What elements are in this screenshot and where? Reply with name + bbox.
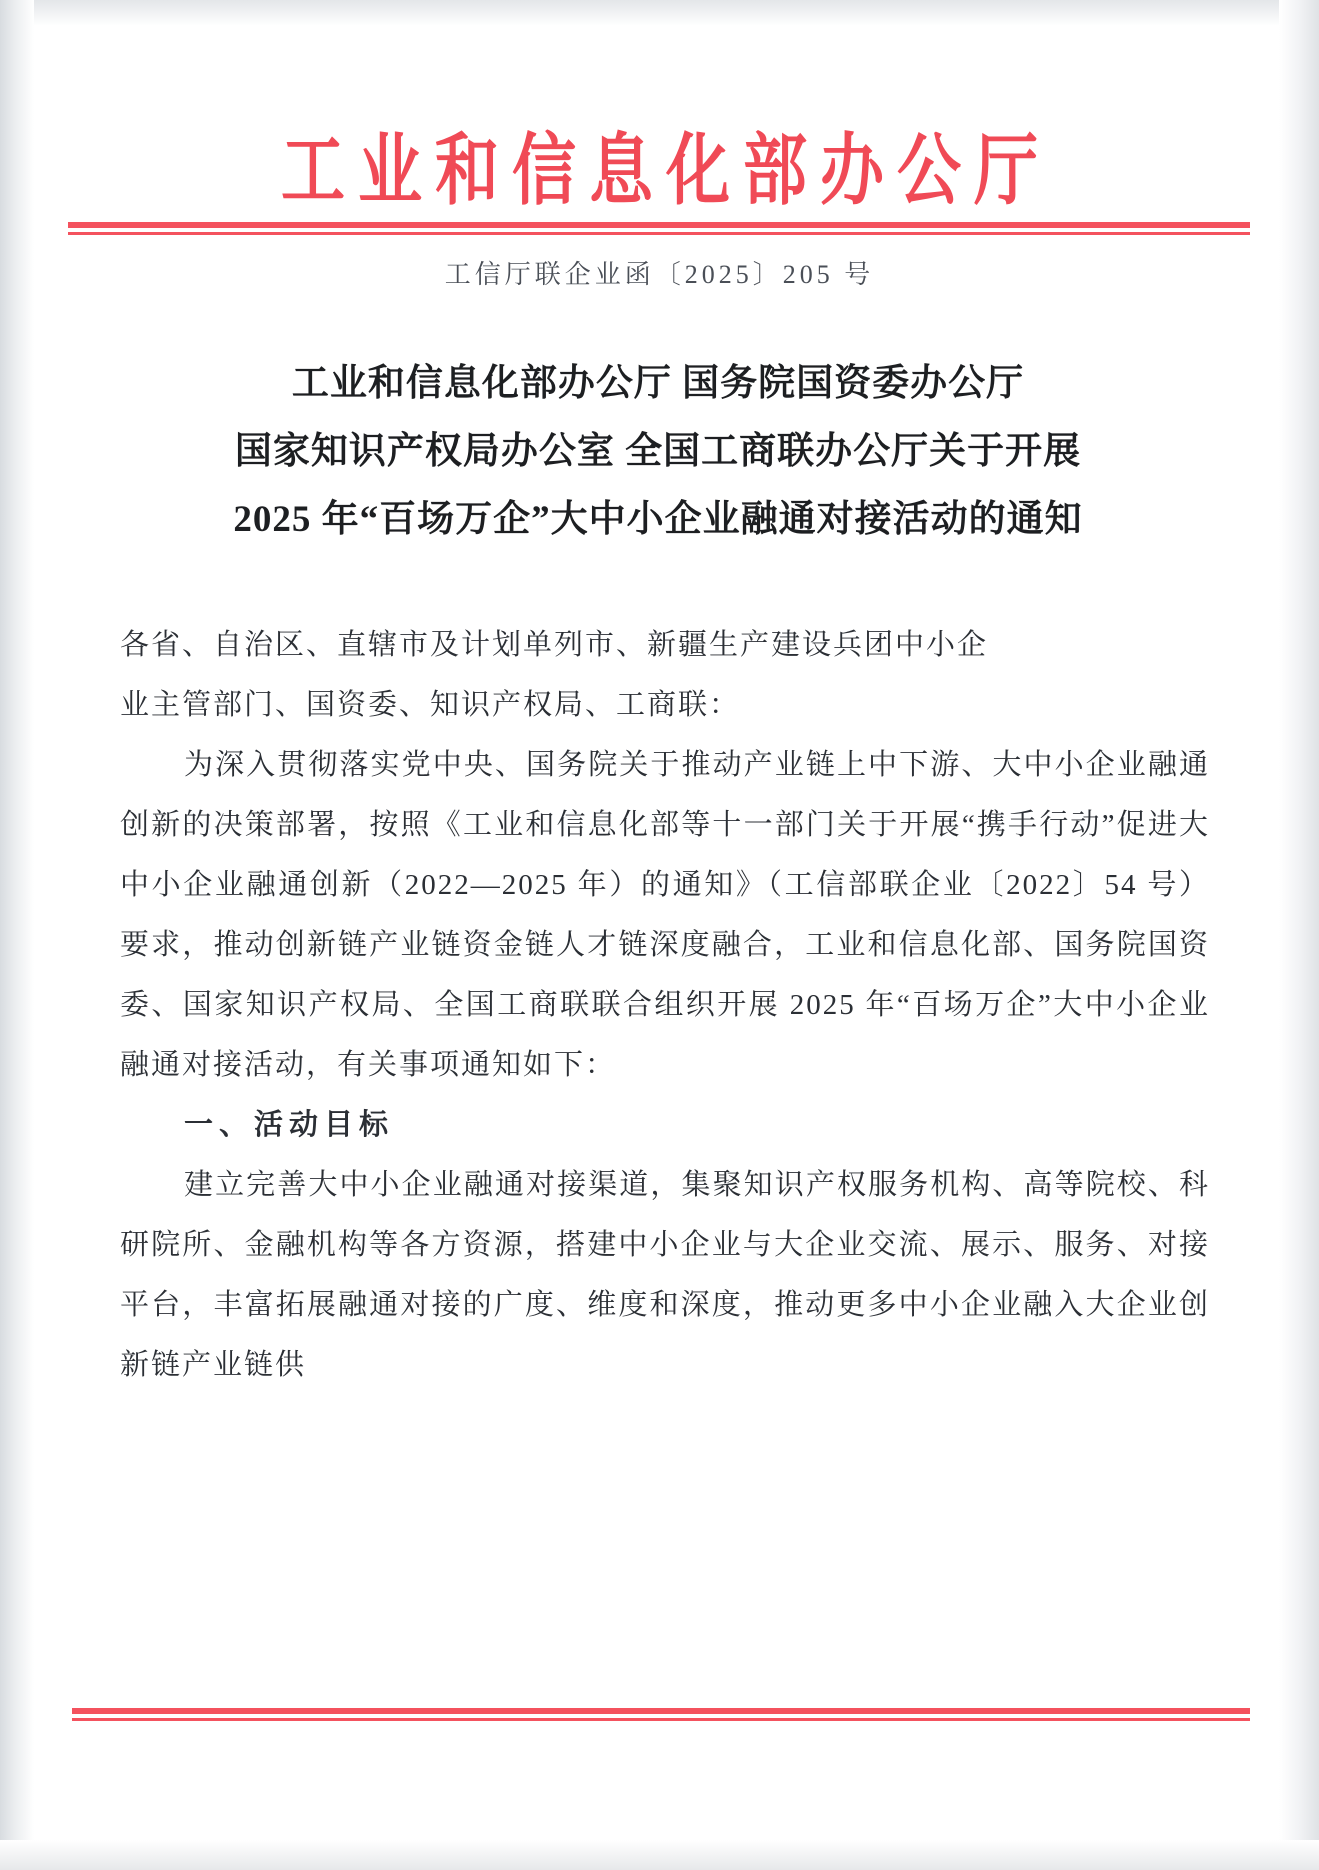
scan-edge-shading-bottom [0, 1840, 1319, 1870]
title-line-2: 国家知识产权局办公室 全国工商联办公厅关于开展 [234, 431, 1082, 472]
body-paragraph-1: 为深入贯彻落实党中央、国务院关于推动产业链上中下游、大中小企业融通创新的决策部署，按照《工业和信息化部等十一部门关于开展“携手行动”促进大中小企业融通创新（2022—2025 年）的通知》（工信部联企业〔2022〕54 号）要求，推动创新链产业链资金链人才链深度融合，工业和信息化部、国务院国资委、国家知识产权局、全国工商联联合组织开展 2025 年“百场万企”大中小企业融通对接活动，有关事项通知如下： [120, 749, 1210, 1081]
red-rule-bottom-thick-bar [72, 1708, 1250, 1714]
addressee-line-1: 各省、自治区、直辖市及计划单列市、新疆生产建设兵团中小企 [120, 629, 989, 661]
section-1-paragraph: 建立完善大中小企业融通对接渠道，集聚知识产权服务机构、高等院校、科研院所、金融机构等各方资源，搭建中小企业与大企业交流、展示、服务、对接平台，丰富拓展融通对接的广度、维度和深度，推动更多中小企业融入大企业创新链产业链供 [120, 1169, 1210, 1381]
scan-edge-shading-top [0, 0, 1319, 26]
red-rule-bottom-thin-bar [72, 1718, 1250, 1721]
document-title [108, 350, 1208, 554]
addressee-line-2: 业主管部门、国资委、知识产权局、工商联： [120, 689, 741, 721]
letterhead [0, 126, 1319, 214]
document-body [120, 615, 1210, 1395]
red-rule-thin-bar [68, 232, 1250, 235]
title-line-1: 工业和信息化部办公厅 国务院国资委办公厅 [291, 363, 1025, 404]
document-number: 工信厅联企业函〔2025〕205 号 [444, 260, 875, 289]
red-separator-rule-top [68, 222, 1250, 236]
red-rule-thick-bar [68, 222, 1250, 228]
red-separator-rule-bottom [72, 1708, 1250, 1722]
section-heading-1: 一、活动目标 [184, 1109, 395, 1141]
title-line-3: 2025 年“百场万企”大中小企业融通对接活动的通知 [233, 499, 1083, 540]
issuing-agency-name: 工业和信息化部办公厅 [281, 127, 1051, 214]
